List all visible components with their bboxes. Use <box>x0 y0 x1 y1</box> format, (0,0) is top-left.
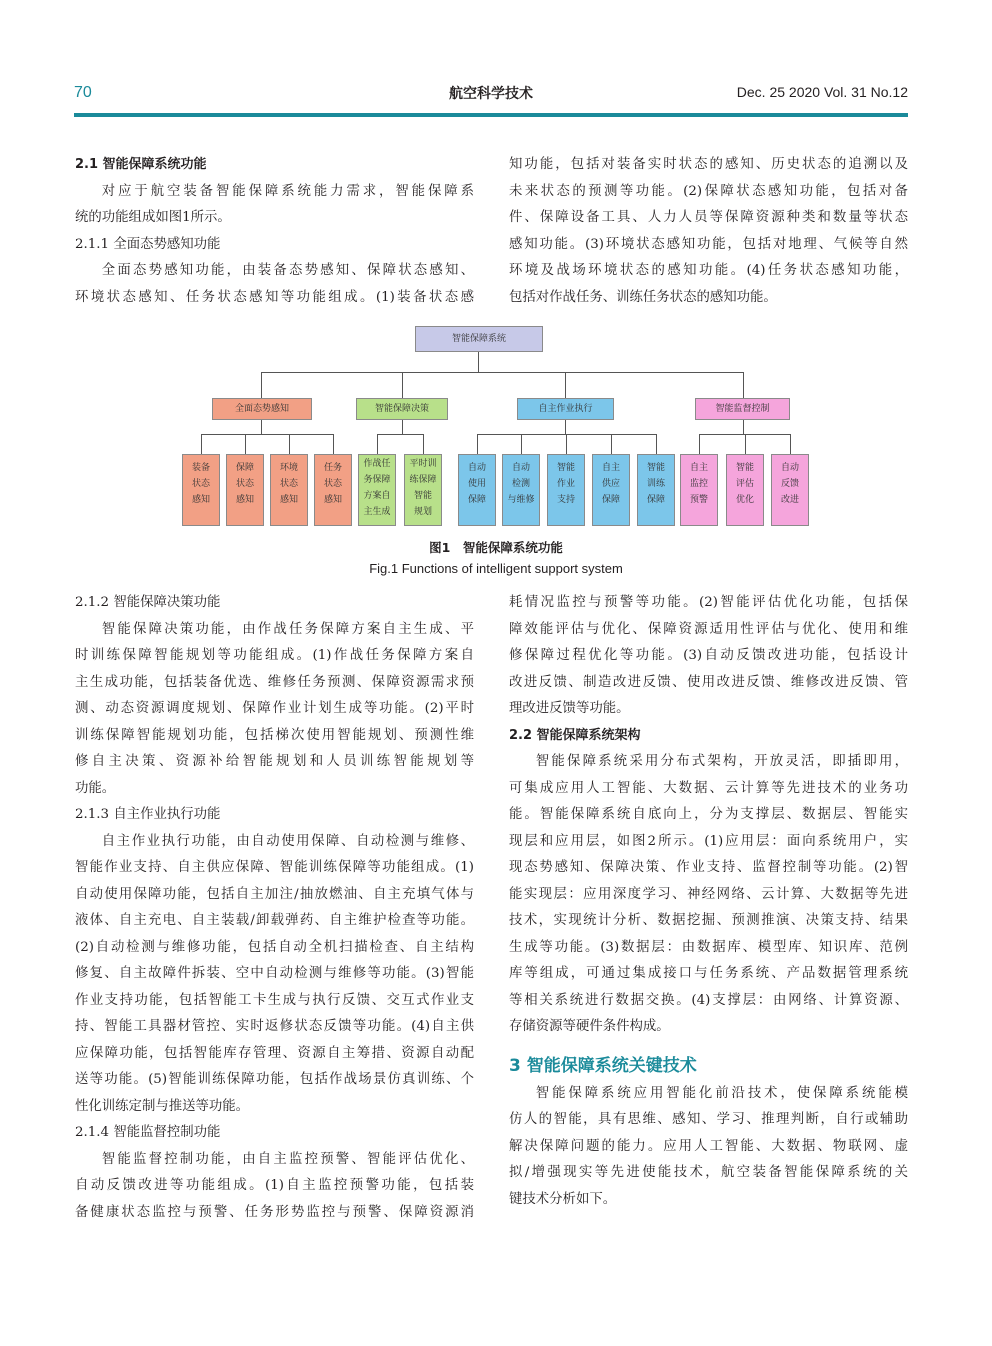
paragraph-line: 时训练保障智能规划等功能组成。(1)作战任务保障方案自 <box>75 648 474 663</box>
connector-line <box>261 372 744 373</box>
paragraph-line: 测、动态资源调度规划、保障作业计划生成等功能。(2)平时 <box>75 701 474 716</box>
diagram-leaf-node <box>726 454 764 526</box>
leaf-label-line: 感知 <box>279 495 298 505</box>
leaf-label-line: 保障 <box>601 495 620 505</box>
subsection-heading: 2.1.2 智能保障决策功能 <box>75 595 221 610</box>
paragraph-line: 能实现层：应用深度学习、神经网络、云计算、大数据等先进 <box>509 886 908 902</box>
paragraph-line: 修保障过程优化等功能。(3)自动反馈改进功能，包括设计 <box>509 648 908 663</box>
paragraph-line: 改进反馈、制造改进反馈、使用改进反馈、维修改进反馈、管 <box>509 674 908 690</box>
leaf-label-line: 务保障 <box>363 475 391 485</box>
paragraph-line: 作业支持功能，包括智能工卡生成与执行反馈、交互式作业支 <box>75 992 474 1008</box>
paragraph-line: 库等组成，可通过集成接口与任务系统、产品数据管理系统 <box>509 966 908 981</box>
leaf-label-line: 训练 <box>646 479 665 489</box>
leaf-label-line: 作业 <box>556 479 575 489</box>
diagram-leaf-node <box>404 454 442 526</box>
paragraph-line: 知功能，包括对装备实时状态的感知、历史状态的追溯以及 <box>509 157 908 172</box>
leaf-label-line: 保障 <box>235 463 254 473</box>
paragraph-line: 拟/增强现实等先进使能技术，航空装备智能保障系统的关 <box>509 1165 908 1180</box>
diagram-group-node: 自主作业执行 <box>517 398 614 420</box>
connector-line <box>611 434 612 454</box>
paragraph-line: 障效能评估与优化、保障资源适用性评估与优化、使用和维 <box>509 621 908 637</box>
diagram-leaf-node <box>270 454 308 526</box>
paragraph-line: 未来状态的预测等功能。(2)保障状态感知功能，包括对备 <box>509 183 908 199</box>
leaf-label-line: 支持 <box>556 495 575 505</box>
leaf-label-line: 方案自 <box>363 491 391 501</box>
leaf-label-line: 改进 <box>780 495 799 505</box>
diagram-group-node: 全面态势感知 <box>212 398 312 420</box>
connector-line <box>245 434 246 454</box>
connector-line <box>201 434 202 454</box>
leaf-label-line: 优化 <box>735 495 754 505</box>
paragraph-line: 修自主决策、资源补给智能规划和人员训练智能规划等 <box>75 754 474 769</box>
diagram-group-node: 智能保障决策 <box>356 398 448 420</box>
connector-line <box>745 434 746 454</box>
subsection-heading: 2.1.4 智能监督控制功能 <box>75 1125 221 1140</box>
leaf-label-line: 装备 <box>191 463 210 473</box>
paragraph-line: 智能保障系统应用智能化前沿技术，使保障系统能模 <box>535 1085 908 1101</box>
connector-line <box>201 434 334 435</box>
paragraph-line: 功能。 <box>75 780 116 796</box>
connector-line <box>565 420 566 434</box>
section-heading: 2.1 智能保障系统功能 <box>75 157 207 172</box>
leaf-label-line: 任务 <box>323 463 342 473</box>
connector-line <box>565 372 566 398</box>
connector-line <box>790 434 791 454</box>
journal-title: 航空科学技术 <box>449 86 533 102</box>
paragraph-line: 主生成功能，包括装备优选、维修任务预测、保障资源需求预 <box>75 674 474 690</box>
leaf-label-line: 智能 <box>646 463 665 473</box>
leaf-label-line: 自动 <box>467 463 486 473</box>
paragraph-line: 仿人的智能，具有思维、感知、学习、推理判断，自行或辅助 <box>509 1112 908 1127</box>
leaf-label-line: 自主 <box>601 463 620 473</box>
paragraph-line: 液体、自主充电、自主装载/卸载弹药、自主维护检查等功能。 <box>75 913 474 928</box>
paragraph-line: 智能监督控制功能，由自主监控预警、智能评估优化、 <box>101 1151 474 1167</box>
diagram-leaf-node <box>771 454 809 526</box>
paragraph-line: 键技术分析如下。 <box>509 1191 617 1207</box>
leaf-label-line: 状态 <box>323 479 342 489</box>
leaf-label-line: 平时训 <box>409 459 437 469</box>
paragraph-line: 等相关系统进行数据交换。(4)支撑层：由网络、计算资源、 <box>509 992 908 1008</box>
paragraph-line: 对应于航空装备智能保障系统能力需求，智能保障系 <box>101 183 474 199</box>
column-2-top <box>509 152 908 311</box>
connector-line <box>743 420 744 434</box>
leaf-label-line: 状态 <box>235 479 254 489</box>
connector-line <box>699 434 700 454</box>
diagram-group-node: 智能监督控制 <box>695 398 790 420</box>
paragraph-line: 训练保障智能规划功能，包括梯次使用智能规划、预测性维 <box>75 727 474 743</box>
leaf-label-line: 保障 <box>467 495 486 505</box>
paragraph-line: 全面态势感知功能，由装备态势感知、保障状态感知、 <box>101 263 474 278</box>
leaf-label-line: 保障 <box>646 495 665 505</box>
paragraph-line: 持、智能工具器材管控、实时返修状态反馈等功能。(4)自主供 <box>75 1019 474 1034</box>
paragraph-line: 自动使用保障功能，包括自主加注/抽放燃油、自主充填气体与 <box>75 886 474 902</box>
leaf-label-line: 监控 <box>689 479 708 489</box>
leaf-label-line: 状态 <box>191 479 210 489</box>
diagram-leaf-node <box>547 454 585 526</box>
page-number: 70 <box>74 84 92 101</box>
leaf-label-line: 反馈 <box>780 479 799 489</box>
issue-info: Dec. 25 2020 Vol. 31 No.12 <box>736 84 908 100</box>
leaf-label-line: 感知 <box>191 495 210 505</box>
connector-line <box>477 434 478 454</box>
page-header <box>74 80 908 108</box>
leaf-label-line: 感知 <box>235 495 254 505</box>
paragraph-line: 送等功能。(5)智能训练保障功能，包括作战场景仿真训练、个 <box>75 1072 474 1087</box>
connector-line <box>423 434 424 454</box>
diagram-leaf-node <box>226 454 264 526</box>
subsection-heading: 2.1.3 自主作业执行功能 <box>75 807 221 822</box>
diagram-leaf-node <box>314 454 352 526</box>
connector-line <box>377 434 424 435</box>
paragraph-line: 技术，实现统计分析、数据挖掘、预测推演、决策支持、结果 <box>509 913 908 928</box>
diagram-leaf-node <box>182 454 220 526</box>
paragraph-line: 统的功能组成如图1所示。 <box>75 210 231 225</box>
leaf-label-line: 智能 <box>413 491 432 501</box>
paragraph-line: 耗情况监控与预警等功能。(2)智能评估优化功能，包括保 <box>509 595 908 610</box>
paragraph-line: 环境及战场环境状态的感知功能。(4)任务状态感知功能， <box>509 263 908 278</box>
diagram-leaf-node <box>592 454 630 526</box>
paragraph-line: 自动反馈改进等功能组成。(1)自主监控预警功能，包括装 <box>75 1178 474 1193</box>
paragraph-line: 件、保障设备工具、人力人员等保障资源种类和数量等状态 <box>509 210 908 225</box>
paragraph-line: 可集成应用人工智能、大数据、云计算等先进技术的业务功 <box>509 780 908 796</box>
figure-1-diagram <box>180 322 810 532</box>
connector-line <box>261 420 262 434</box>
leaf-label-line: 智能 <box>556 463 575 473</box>
paragraph-line: (2)自动检测与维修功能，包括自动全机扫描检查、自主结构 <box>75 939 474 955</box>
leaf-label-line: 预警 <box>689 495 708 505</box>
leaf-label-line: 检测 <box>511 479 530 489</box>
connector-line <box>566 434 567 454</box>
section-heading: 2.2 智能保障系统架构 <box>509 727 641 743</box>
leaf-label-line: 供应 <box>601 479 620 489</box>
connector-line <box>477 434 657 435</box>
leaf-label-line: 自动 <box>780 463 799 473</box>
figure-caption-cn: 图1 智能保障系统功能 <box>429 540 563 555</box>
column-2-bottom <box>509 590 908 1213</box>
column-1-top <box>75 152 474 311</box>
paragraph-line: 现态势感知、保障决策、作业支持、监督控制等功能。(2)智 <box>509 860 908 875</box>
paragraph-line: 智能保障决策功能，由作战任务保障方案自主生成、平 <box>101 621 474 637</box>
subsection-heading: 2.1.1 全面态势感知功能 <box>75 236 221 252</box>
connector-line <box>377 434 378 454</box>
paragraph-line: 感知功能。(3)环境状态感知功能，包括对地理、气候等自然 <box>509 236 908 252</box>
leaf-label-line: 规划 <box>413 507 432 517</box>
leaf-label-line: 与维修 <box>507 495 535 505</box>
leaf-label-line: 练保障 <box>409 475 437 485</box>
connector-line <box>521 434 522 454</box>
paragraph-line: 环境状态感知、任务状态感知等功能组成。(1)装备状态感 <box>75 289 474 305</box>
leaf-label-line: 自动 <box>511 463 530 473</box>
paragraph-line: 性化训练定制与推送等功能。 <box>75 1098 250 1114</box>
diagram-leaf-node <box>637 454 675 526</box>
connector-line <box>261 372 262 398</box>
paragraph-line: 存储资源等硬件条件构成。 <box>509 1019 670 1034</box>
connector-line <box>478 352 479 372</box>
paragraph-line: 备健康状态监控与预警、任务形势监控与预警、保障资源消 <box>75 1204 474 1220</box>
connector-line <box>743 372 744 398</box>
paragraph-line: 理改进反馈等功能。 <box>509 701 630 716</box>
leaf-label-line: 状态 <box>279 479 298 489</box>
figure-caption-en: Fig.1 Functions of intelligent support system <box>369 561 623 576</box>
connector-line <box>289 434 290 454</box>
paragraph-line: 智能保障系统采用分布式架构，开放灵活，即插即用， <box>535 754 908 769</box>
diagram-leaf-node <box>680 454 718 526</box>
paragraph-line: 自主作业执行功能，由自动使用保障、自动检测与维修、 <box>101 833 474 849</box>
leaf-label-line: 主生成 <box>363 507 391 517</box>
leaf-label-line: 感知 <box>323 495 342 505</box>
paragraph-line: 智能作业支持、自主供应保障、智能训练保障等功能组成。(1) <box>75 860 474 875</box>
paragraph-line: 能。智能保障系统自底向上，分为支撑层、数据层、智能实 <box>509 807 908 822</box>
leaf-label-line: 评估 <box>735 479 754 489</box>
paragraph-line: 解决保障问题的能力。应用人工智能、大数据、物联网、虚 <box>509 1138 908 1154</box>
leaf-label-line: 作战任 <box>363 459 391 469</box>
leaf-label-line: 使用 <box>467 479 486 489</box>
leaf-label-line: 环境 <box>279 463 298 473</box>
paragraph-line: 生成等功能。(3)数据层：由数据库、模型库、知识库、范例 <box>509 939 908 955</box>
connector-line <box>402 372 403 398</box>
paragraph-line: 修复、自主故障件拆装、空中自动检测与维修等功能。(3)智能 <box>75 966 474 981</box>
connector-line <box>656 434 657 454</box>
column-1-bottom <box>75 590 474 1226</box>
connector-line <box>333 434 334 454</box>
paragraph-line: 应保障功能，包括智能库存管理、资源自主筹措、资源自动配 <box>75 1045 474 1061</box>
header-rule <box>74 113 908 117</box>
paragraph-line: 包括对作战任务、训练任务状态的感知功能。 <box>509 289 777 305</box>
diagram-leaf-node <box>358 454 396 526</box>
leaf-label-line: 自主 <box>689 463 708 473</box>
diagram-leaf-node <box>502 454 540 526</box>
diagram-root-node: 智能保障系统 <box>415 326 543 352</box>
paragraph-line: 现层和应用层，如图2所示。(1)应用层：面向系统用户，实 <box>509 833 908 849</box>
diagram-leaf-node <box>458 454 496 526</box>
chapter-heading: 3 智能保障系统关键技术 <box>509 1055 697 1076</box>
connector-line <box>402 420 403 434</box>
leaf-label-line: 智能 <box>735 463 754 473</box>
